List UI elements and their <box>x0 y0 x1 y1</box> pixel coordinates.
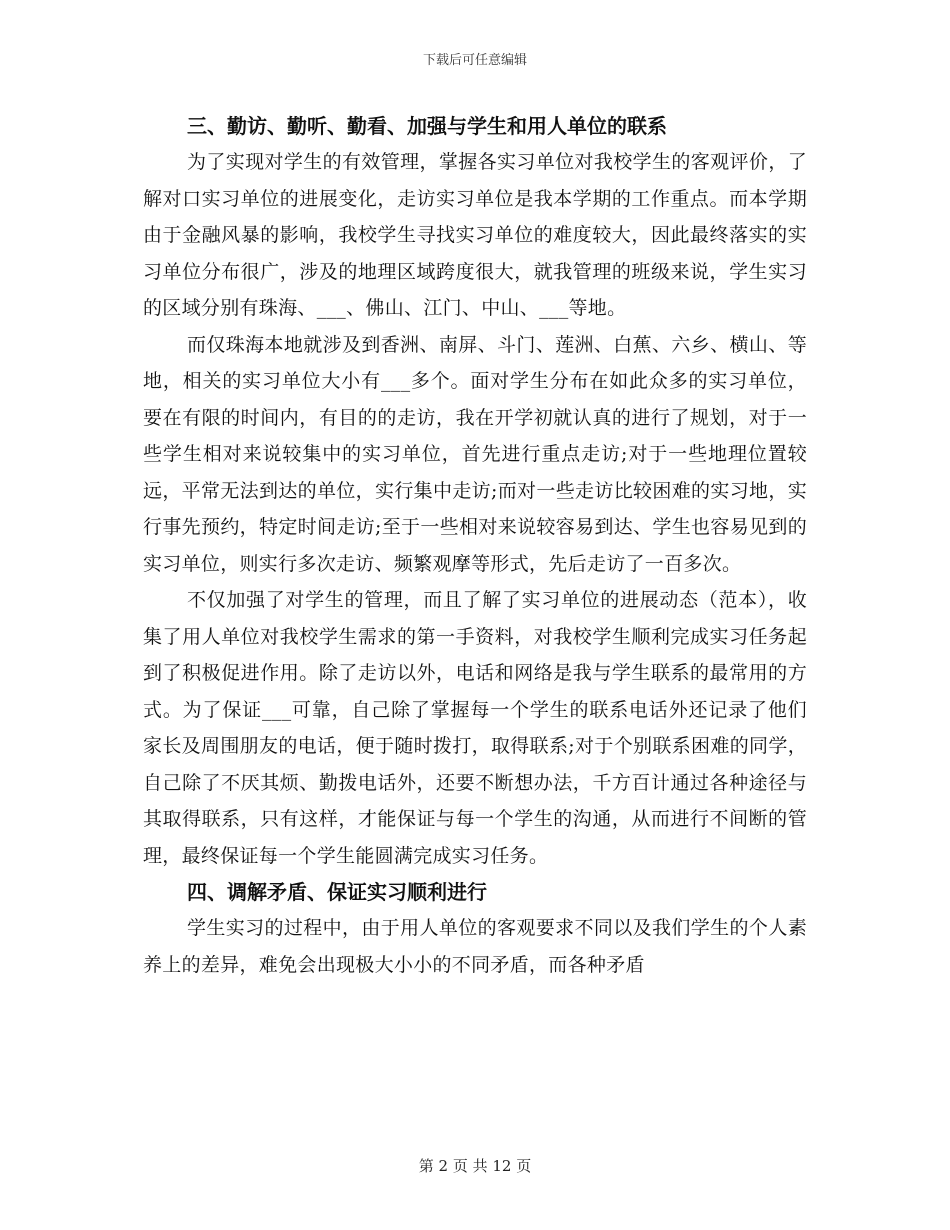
section-3-paragraph-1: 为了实现对学生的有效管理，掌握各实习单位对我校学生的客观评价，了解对口实习单位的进展变化，走访实习单位是我本学期的工作重点。而本学期由于金融风暴的影响，我校学生寻找实习单位的难度较大，因此最终落实的实习单位分布很广，涉及的地理区域跨度很大，就我管理的班级来说，学生实习的区域分别有珠海、___、佛山、江门、中山、___等地。 <box>143 151 807 319</box>
page-header-note: 下载后可任意编辑 <box>422 53 527 68</box>
section-4-heading: 四、调解矛盾、保证实习顺利进行 <box>187 880 487 904</box>
page-number: 第 2 页 共 12 页 <box>418 1157 532 1175</box>
document-body <box>143 108 807 983</box>
section-3-paragraph-3: 不仅加强了对学生的管理，而且了解了实习单位的进展动态（范本），收集了用人单位对我校学生需求的第一手资料，对我校学生顺利完成实习任务起到了积极促进作用。除了走访以外，电话和网络是我与学生联系的最常用的方式。为了保证___可靠，自己除了掌握每一个学生的联系电话外还记录了他们家长及周围朋友的电话，便于随时拨打，取得联系;对于个别联系困难的同学，自己除了不厌其烦、勤拨电话外，还要不断想办法，千方百计通过各种途径与其取得联系，只有这样，才能保证与每一个学生的沟通，从而进行不间断的管理，最终保证每一个学生能圆满完成实习任务。 <box>143 589 807 867</box>
section-4-paragraph-1: 学生实习的过程中，由于用人单位的客观要求不同以及我们学生的个人素养上的差异，难免会出现极大小小的不同矛盾，而各种矛盾 <box>143 917 807 976</box>
section-3-paragraph-2: 而仅珠海本地就涉及到香洲、南屏、斗门、莲洲、白蕉、六乡、横山、等地，相关的实习单位大小有___多个。面对学生分布在如此众多的实习单位，要在有限的时间内，有目的的走访，我在开学初就认真的进行了规划，对于一些学生相对来说较集中的实习单位，首先进行重点走访;对于一些地理位置较远，平常无法到达的单位，实行集中走访;而对一些走访比较困难的实习地，实行事先预约，特定时间走访;至于一些相对来说较容易到达、学生也容易见到的实习单位，则实行多次走访、频繁观摩等形式，先后走访了一百多次。 <box>143 333 807 575</box>
section-3-heading: 三、勤访、勤听、勤看、加强与学生和用人单位的联系 <box>187 114 667 138</box>
